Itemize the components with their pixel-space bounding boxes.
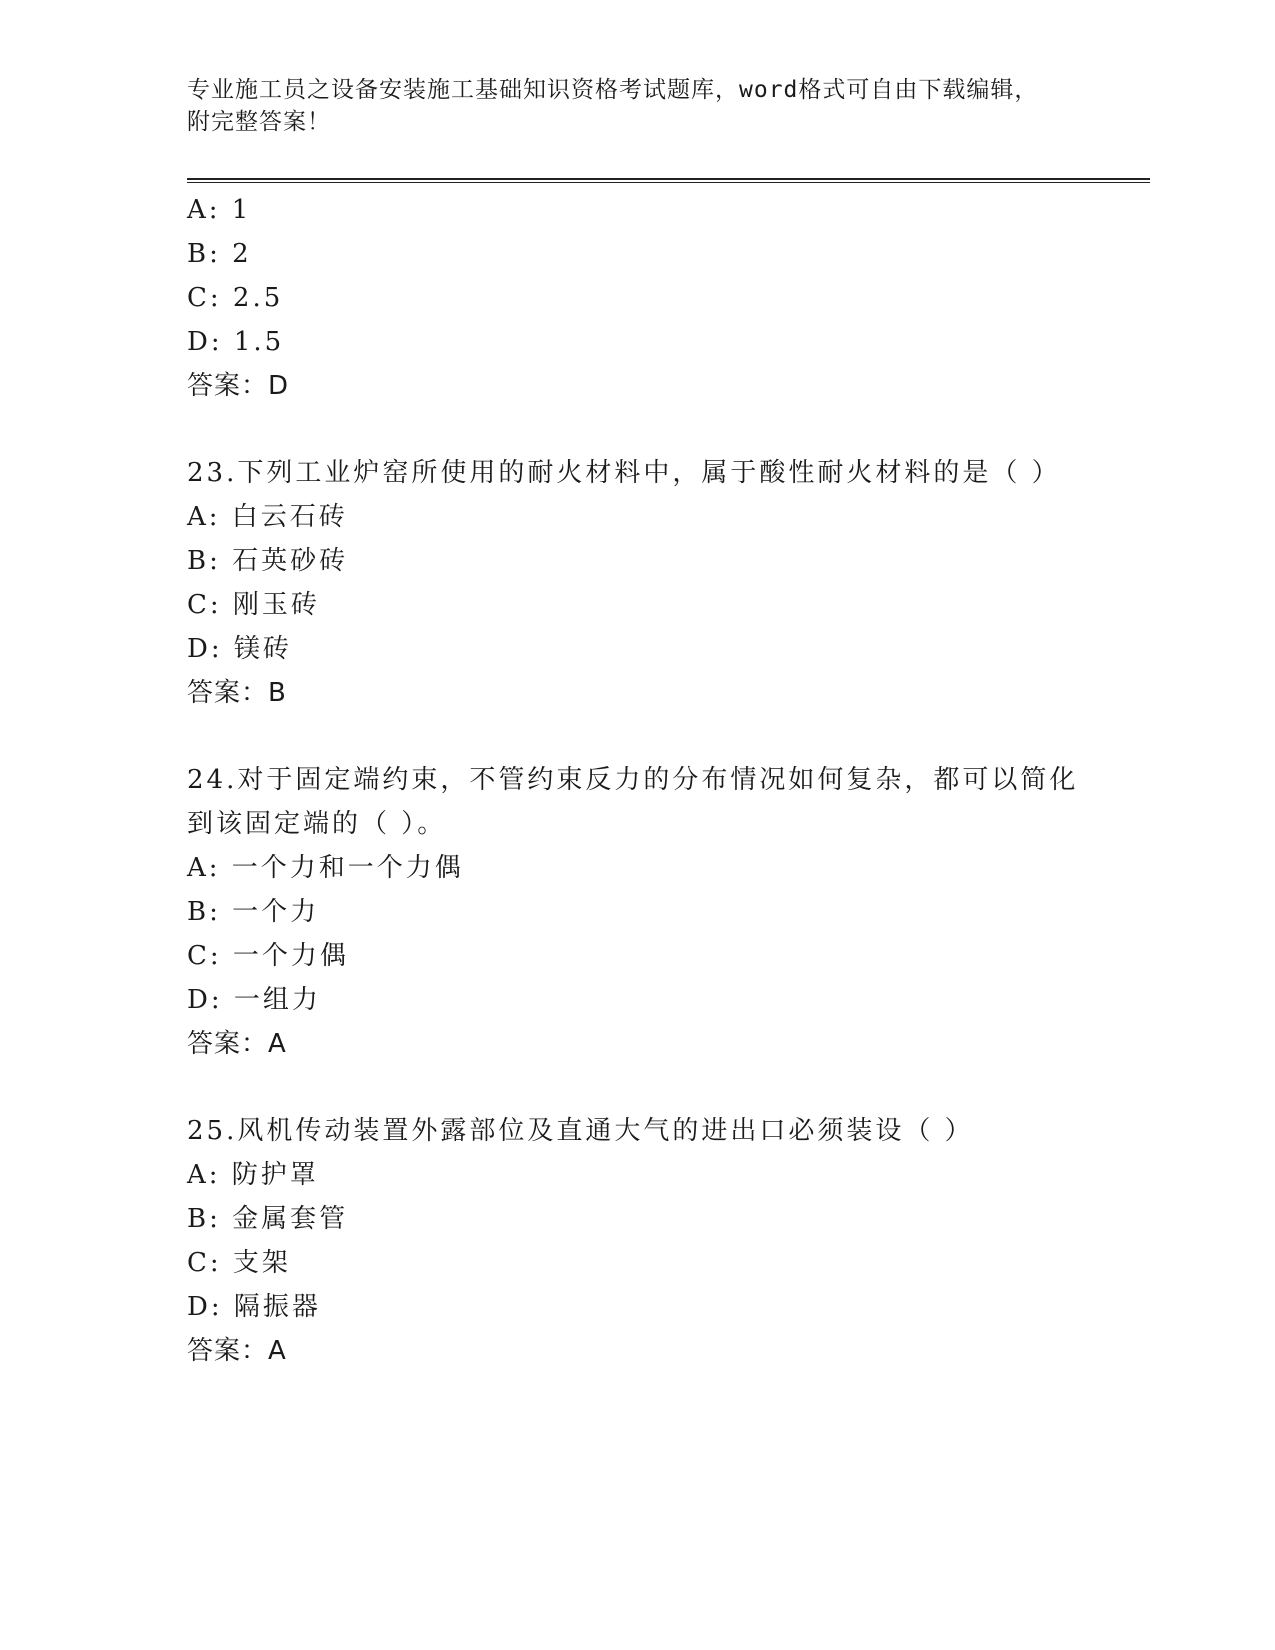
question-24-stem-line-2: 到该固定端的（ ）。	[187, 809, 447, 839]
option-a: A: 一个力和一个力偶	[187, 853, 464, 883]
option-d: D: 一组力	[187, 985, 321, 1015]
option-b: B: 2	[187, 239, 252, 269]
header-line-1: 专业施工员之设备安装施工基础知识资格考试题库，word格式可自由下载编辑，	[187, 77, 1039, 103]
option-b: B: 一个力	[187, 897, 320, 927]
option-c: C: 支架	[187, 1248, 291, 1278]
header-line-2: 附完整答案！	[187, 109, 331, 135]
header-divider	[187, 178, 1150, 183]
option-a: A: 防护罩	[187, 1160, 319, 1190]
question-23-stem: 23.下列工业炉窑所使用的耐火材料中，属于酸性耐火材料的是（ ）	[187, 458, 1061, 488]
option-d: D: 隔振器	[187, 1292, 321, 1322]
answer-line: 答案：B	[187, 678, 287, 708]
option-b: B: 石英砂砖	[187, 546, 349, 576]
option-c: C: 2.5	[187, 283, 284, 313]
option-d: D: 1.5	[187, 327, 285, 357]
document-header	[187, 74, 1087, 138]
question-25-stem: 25.风机传动装置外露部位及直通大气的进出口必须装设（ ）	[187, 1116, 974, 1146]
option-c: C: 刚玉砖	[187, 590, 320, 620]
option-d: D: 镁砖	[187, 634, 292, 664]
option-a: A: 白云石砖	[187, 502, 348, 532]
option-b: B: 金属套管	[187, 1204, 349, 1234]
option-a: A: 1	[187, 195, 252, 225]
question-24-stem-line-1: 24.对于固定端约束，不管约束反力的分布情况如何复杂，都可以简化	[187, 765, 1079, 795]
answer-line: 答案：A	[187, 1029, 287, 1059]
answer-line: 答案：D	[187, 371, 290, 401]
option-c: C: 一个力偶	[187, 941, 349, 971]
answer-line: 答案：A	[187, 1336, 287, 1366]
